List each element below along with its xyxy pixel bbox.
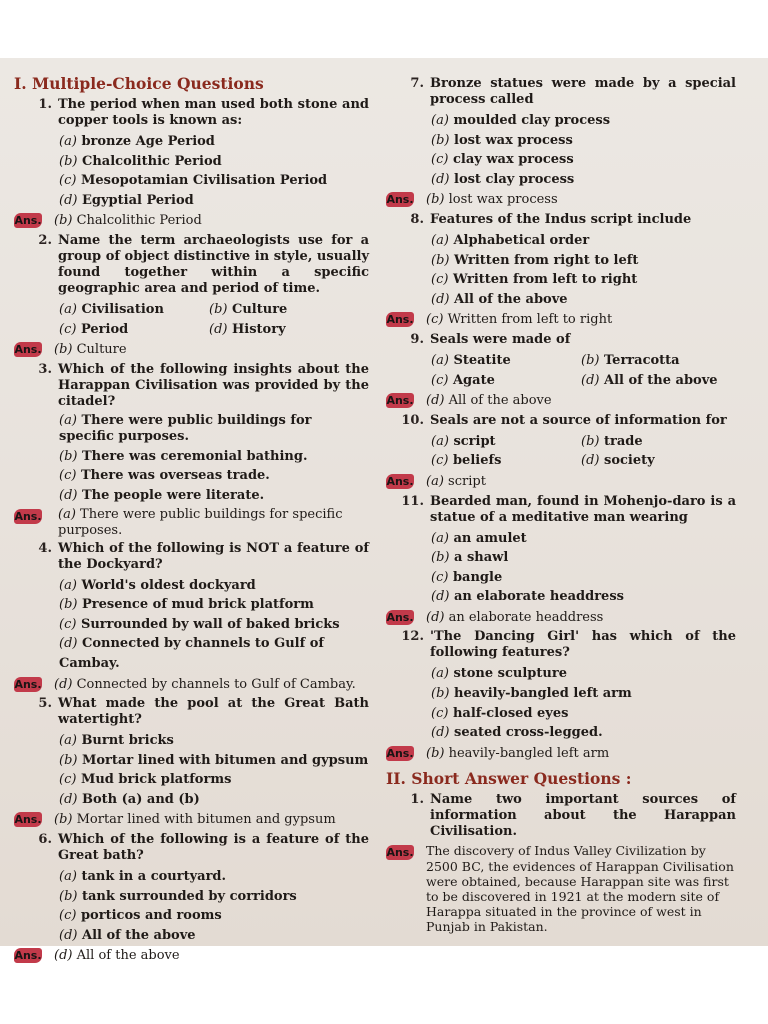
answer-row <box>14 507 369 539</box>
question-number: 5. <box>38 696 52 712</box>
answer-text: (d) Connected by channels to Gulf of Cambay. <box>54 676 356 692</box>
answer-row <box>386 744 736 764</box>
answer-text: (a) There were public buildings for specific purposes. <box>58 506 343 538</box>
question-9 <box>386 332 736 411</box>
question-6 <box>14 832 369 966</box>
option-c: (c) bangle <box>431 569 503 585</box>
option-b: (b) Presence of mud brick platform <box>59 597 314 613</box>
answer-row <box>14 675 369 695</box>
option-b: (b) heavily-bangled left arm <box>431 686 632 702</box>
question-text: Bearded man, found in Mohenjo-daro is a statue of a meditative man wearing <box>430 493 736 525</box>
answer-text: (c) Written from left to right <box>426 312 613 328</box>
option-c: (c) Period <box>59 321 129 337</box>
question-text: Seals were made of <box>430 331 571 347</box>
option-c: (c) Written from left to right <box>431 272 638 288</box>
option-b: (b) trade <box>581 433 643 449</box>
question-number: 3. <box>38 361 52 377</box>
option-pair <box>431 451 736 471</box>
question-number: 7. <box>410 76 424 91</box>
option-c: (c) There was overseas trade. <box>59 468 270 484</box>
question-12 <box>386 629 736 763</box>
option-pair <box>59 300 369 320</box>
question-2 <box>14 233 369 360</box>
option-d: (d) Egyptial Period <box>59 192 194 208</box>
option-c: (c) Agate <box>431 372 495 388</box>
option-c: (c) beliefs <box>431 453 502 469</box>
option-d: (d) Connected by channels to Gulf of Cambay. <box>59 636 324 671</box>
question-number: 1. <box>38 97 52 112</box>
option-pair <box>59 320 369 340</box>
answer-text: (d) an elaborate headdress <box>426 609 604 625</box>
option-c: (c) Mud brick platforms <box>59 772 232 788</box>
question-text: Name the term archaeologists use for a group of object distinctive in style, usually found together within a specific geographic area and period of time. <box>58 232 369 296</box>
section-heading-mcq: I. Multiple-Choice Questions <box>14 74 264 93</box>
option-a: (a) stone sculpture <box>431 666 567 682</box>
answer-text: (a) script <box>426 473 486 489</box>
option-c: (c) Mesopotamian Civilisation Period <box>59 173 328 189</box>
question-number: 8. <box>410 211 424 227</box>
question-4 <box>14 541 369 695</box>
option-a: (a) bronze Age Period <box>59 134 215 149</box>
option-b: (b) Chalcolithic Period <box>59 153 222 169</box>
answer-row <box>386 472 736 492</box>
answer-text: (b) lost wax process <box>426 192 558 208</box>
option-a: (a) Steatite <box>431 352 511 368</box>
answer-row <box>386 190 736 210</box>
answer-badge: Ans. <box>386 394 414 408</box>
option-b: (b) Terracotta <box>581 352 680 368</box>
question-number: 6. <box>38 832 52 848</box>
option-a: (a) There were public buildings for specific purposes. <box>59 412 312 444</box>
option-pair <box>431 432 736 452</box>
answer-text: The discovery of Indus Valley Civilization by 2500 BC, the evidences of Harappan Civilisation were obtained, because Harappan site was first to be discovered in 1921 at the modern site of Harappa situated in the province of west in Punjab in Pakistan. <box>426 843 734 935</box>
answer-badge: Ans. <box>386 610 414 624</box>
option-a: (a) tank in a courtyard. <box>59 869 227 885</box>
option-c: (c) porticos and rooms <box>59 908 222 924</box>
question-text: Which of the following insights about the Harappan Civilisation was provided by the citadel? <box>58 361 369 409</box>
option-b: (b) Mortar lined with bitumen and gypsum <box>59 752 369 768</box>
option-d: (d) an elaborate headdress <box>431 589 624 605</box>
question-text: Features of the Indus script include <box>430 211 692 227</box>
option-b: (b) There was ceremonial bathing. <box>59 448 308 464</box>
question-number: 9. <box>410 331 424 347</box>
option-a: (a) moulded clay process <box>431 113 611 128</box>
answer-row <box>386 391 736 411</box>
question-10 <box>386 413 736 492</box>
option-a: (a) an amulet <box>431 530 527 546</box>
option-d: (d) lost clay process <box>431 171 575 187</box>
option-d: (d) Both (a) and (b) <box>59 791 200 807</box>
question-number: 11. <box>401 493 424 509</box>
answer-badge: Ans. <box>14 813 42 827</box>
question-text: Bronze statues were made by a special process called <box>430 76 736 107</box>
question-text: What made the pool at the Great Bath watertight? <box>58 696 369 728</box>
option-c: (c) half-closed eyes <box>431 705 569 721</box>
answer-badge: Ans. <box>14 509 42 523</box>
section-heading-short-answer: II. Short Answer Questions : <box>386 769 632 789</box>
option-a: (a) World's oldest dockyard <box>59 577 256 593</box>
question-text: 'The Dancing Girl' has which of the following features? <box>430 629 736 661</box>
answer-row <box>386 608 736 628</box>
question-11 <box>386 494 736 628</box>
option-b: (b) Culture <box>209 301 288 317</box>
question-text: Name two important sources of information about the Harappan Civilisation. <box>430 792 736 840</box>
answer-badge: Ans. <box>386 193 414 207</box>
right-column <box>386 74 736 935</box>
option-pair <box>431 371 736 391</box>
option-a: (a) Burnt bricks <box>59 733 174 749</box>
answer-text: (b) Culture <box>54 342 127 358</box>
answer-badge: Ans. <box>14 214 42 228</box>
option-d: (d) All of the above <box>581 372 718 388</box>
answer-row <box>14 810 369 830</box>
textbook-page <box>0 58 768 964</box>
question-5 <box>14 696 369 830</box>
option-d: (d) All of the above <box>431 291 568 307</box>
answer-row <box>14 340 369 360</box>
question-number: 1. <box>410 792 424 808</box>
answer-badge: Ans. <box>386 313 414 327</box>
option-b: (b) tank surrounded by corridors <box>59 888 297 904</box>
option-d: (d) The people were literate. <box>59 487 265 503</box>
option-a: (a) Alphabetical order <box>431 232 590 248</box>
question-number: 4. <box>38 540 52 556</box>
question-3 <box>14 362 369 539</box>
answer-row <box>14 211 369 231</box>
option-d: (d) All of the above <box>59 927 196 943</box>
question-number: 12. <box>401 629 424 645</box>
answer-badge: Ans. <box>14 949 42 963</box>
left-column <box>14 74 369 966</box>
answer-row <box>14 946 369 966</box>
question-number: 10. <box>401 412 424 428</box>
answer-badge: Ans. <box>386 474 414 488</box>
option-c: (c) Surrounded by wall of baked bricks <box>59 616 340 632</box>
answer-text: (b) Chalcolithic Period <box>54 213 202 229</box>
question-1 <box>14 97 369 231</box>
option-b: (b) Written from right to left <box>431 252 639 268</box>
option-c: (c) clay wax process <box>431 152 574 168</box>
question-7 <box>386 76 736 210</box>
option-b: (b) lost wax process <box>431 132 573 148</box>
question-text: Which of the following is NOT a feature of the Dockyard? <box>58 540 369 572</box>
option-b: (b) a shawl <box>431 550 509 566</box>
answer-badge: Ans. <box>386 746 414 760</box>
option-d: (d) History <box>209 321 286 337</box>
question-text: The period when man used both stone and copper tools is known as: <box>58 97 369 128</box>
answer-text: (b) heavily-bangled left arm <box>426 745 610 761</box>
option-a: (a) script <box>431 433 496 449</box>
question-number: 2. <box>38 232 52 248</box>
answer-badge: Ans. <box>14 343 42 357</box>
option-a: (a) Civilisation <box>59 301 164 317</box>
answer-badge: Ans. <box>386 846 414 860</box>
answer-row <box>386 310 736 330</box>
answer-badge: Ans. <box>14 677 42 691</box>
option-pair <box>431 351 736 371</box>
short-answer-question-1 <box>386 792 736 934</box>
answer-text: (d) All of the above <box>426 393 552 409</box>
answer-row <box>386 843 736 934</box>
answer-text: (d) All of the above <box>54 948 180 964</box>
question-text: Seals are not a source of information for <box>430 412 727 428</box>
question-8 <box>386 212 736 330</box>
option-d: (d) seated cross-legged. <box>431 725 603 741</box>
option-d: (d) society <box>581 453 655 469</box>
answer-text: (b) Mortar lined with bitumen and gypsum <box>54 812 336 828</box>
question-text: Which of the following is a feature of the Great bath? <box>58 832 369 864</box>
